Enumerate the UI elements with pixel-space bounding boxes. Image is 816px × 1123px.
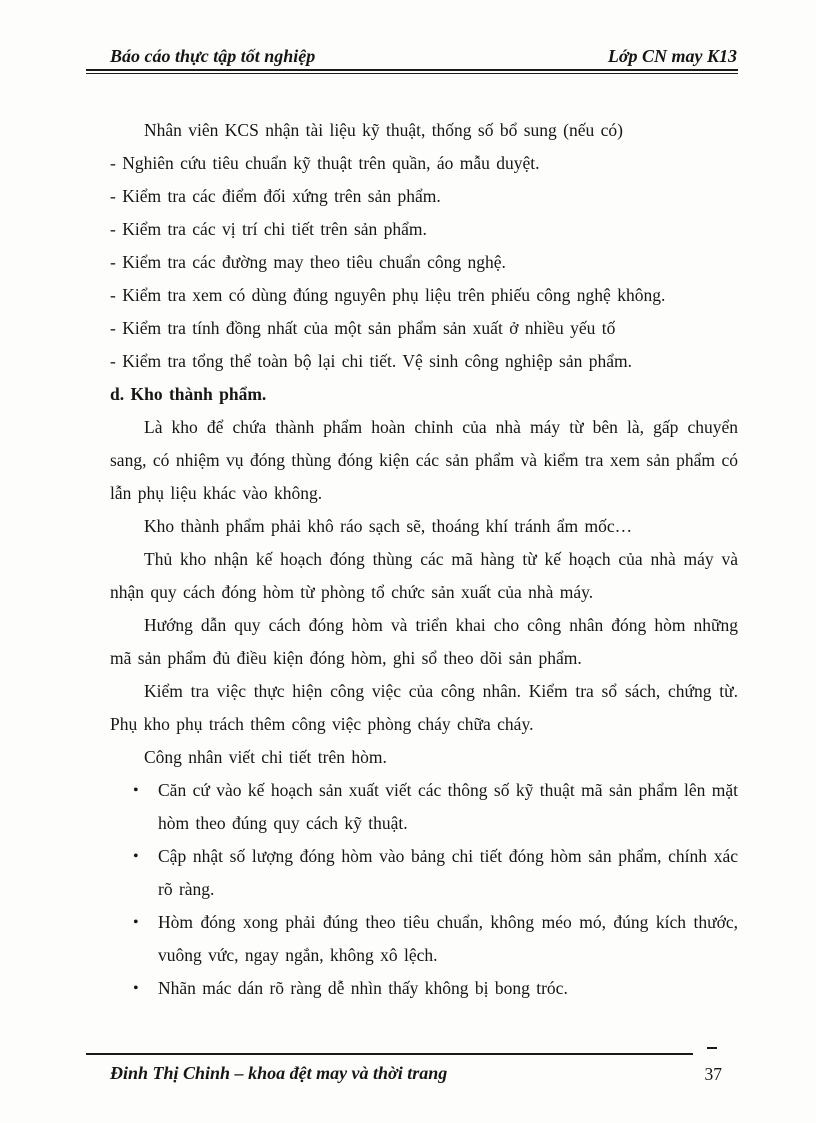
bullet-item bbox=[110, 840, 738, 906]
paragraph: Công nhân viết chi tiết trên hòm. bbox=[144, 747, 387, 767]
bullet-icon: • bbox=[133, 782, 139, 799]
bullet-text: Căn cứ vào kế hoạch sản xuất viết các thông số kỹ thuật mã sản phẩm lên mặt hòm theo đúng quy cách kỹ thuật. bbox=[158, 780, 738, 833]
page-number: 37 bbox=[704, 1064, 722, 1084]
bullet-icon: • bbox=[133, 914, 139, 931]
paragraph-intro: Nhân viên KCS nhận tài liệu kỹ thuật, thống số bổ sung (nếu có) bbox=[144, 120, 623, 140]
bullet-item bbox=[110, 972, 738, 1005]
bullet-text: Hòm đóng xong phải đúng theo tiêu chuẩn, không méo mó, đúng kích thước, vuông vức, ngay ngắn, không xô lệch. bbox=[158, 912, 738, 965]
section-heading: d. Kho thành phẩm. bbox=[110, 384, 267, 404]
header-report-title: Báo cáo thực tập tốt nghiệp bbox=[110, 46, 316, 66]
footer-rule bbox=[86, 1053, 693, 1055]
bullet-item bbox=[110, 774, 738, 840]
bullet-text: Cập nhật số lượng đóng hòm vào bảng chi tiết đóng hòm sản phẩm, chính xác rõ ràng. bbox=[158, 846, 738, 899]
dash-item: - Kiểm tra các điểm đối xứng trên sản phẩm. bbox=[110, 186, 441, 206]
paragraph: Thủ kho nhận kế hoạch đóng thùng các mã hàng từ kế hoạch của nhà máy và nhận quy cách đóng hòm từ phòng tổ chức sản xuất của nhà máy. bbox=[110, 549, 738, 602]
paragraph: Là kho để chứa thành phẩm hoàn chỉnh của nhà máy từ bên là, gấp chuyển sang, có nhiệm vụ đóng thùng đóng kiện các sản phẩm và kiểm tra xem sản phẩm có lẫn phụ liệu khác vào không. bbox=[110, 417, 738, 503]
dash-item: - Kiểm tra xem có dùng đúng nguyên phụ liệu trên phiếu công nghệ không. bbox=[110, 285, 666, 305]
page-header bbox=[110, 45, 737, 67]
header-rule-thick bbox=[86, 69, 738, 71]
paragraph: Kho thành phẩm phải khô ráo sạch sẽ, thoáng khí tránh ẩm mốc… bbox=[144, 516, 633, 536]
dash-item: - Kiểm tra các vị trí chi tiết trên sản phẩm. bbox=[110, 219, 427, 239]
bullet-item bbox=[110, 906, 738, 972]
document-body bbox=[110, 114, 738, 1005]
footer-author: Đinh Thị Chinh – khoa đệt may và thời trang bbox=[110, 1063, 448, 1083]
paragraph: Kiểm tra việc thực hiện công việc của công nhân. Kiểm tra sổ sách, chứng từ. Phụ kho phụ trách thêm công việc phòng cháy chữa cháy. bbox=[110, 681, 738, 734]
header-double-rule bbox=[86, 69, 738, 74]
bullet-icon: • bbox=[133, 848, 139, 865]
dash-item: - Kiểm tra tổng thể toàn bộ lại chi tiết. Vệ sinh công nghiệp sản phẩm. bbox=[110, 351, 632, 371]
paragraph: Hướng dẫn quy cách đóng hòm và triển khai cho công nhân đóng hòm những mã sản phẩm đủ điều kiện đóng hòm, ghi sổ theo dõi sản phẩm. bbox=[110, 615, 738, 668]
footer-rule-tick bbox=[707, 1047, 717, 1049]
bullet-text: Nhãn mác dán rõ ràng dễ nhìn thấy không bị bong tróc. bbox=[158, 978, 568, 998]
header-rule-thin bbox=[86, 73, 738, 74]
dash-item: - Nghiên cứu tiêu chuẩn kỹ thuật trên quần, áo mẫu duyệt. bbox=[110, 153, 540, 173]
header-class-label: Lớp CN may K13 bbox=[607, 46, 737, 66]
dash-item: - Kiểm tra các đường may theo tiêu chuẩn công nghệ. bbox=[110, 252, 506, 272]
dash-item: - Kiểm tra tính đồng nhất của một sản phẩm sản xuất ở nhiều yếu tố bbox=[110, 318, 616, 338]
bullet-icon: • bbox=[133, 980, 139, 997]
